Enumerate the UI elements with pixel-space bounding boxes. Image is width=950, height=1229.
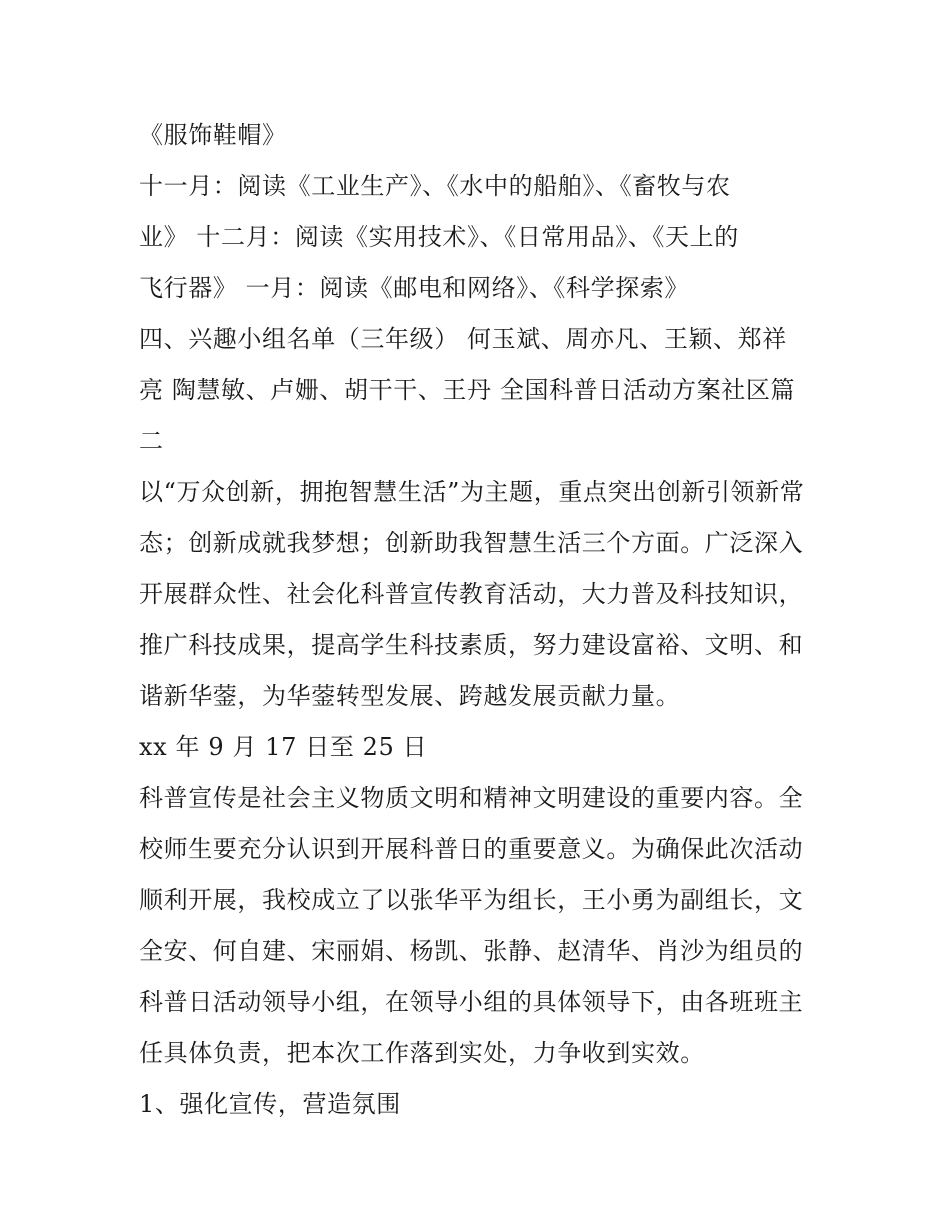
date-paragraph <box>139 722 819 773</box>
text-line: 四、兴趣小组名单（三年级） 何玉斌、周亦凡、王颖、郑祥 <box>139 325 787 353</box>
theme-paragraph <box>139 467 819 722</box>
section-heading <box>139 1079 819 1130</box>
text-line: 谐新华蓥，为华蓥转型发展、跨越发展贡献力量。 <box>139 682 681 710</box>
document-body <box>139 110 819 1130</box>
organization-paragraph <box>139 773 819 1079</box>
text-line: 科普日活动领导小组，在领导小组的具体领导下，由各班班主 <box>139 988 804 1016</box>
text-line: 二 <box>139 427 164 455</box>
text-line: 飞行器》 一月：阅读《邮电和网络》、《科学探索》 <box>139 274 690 302</box>
text-line: 业》 十二月：阅读《实用技术》、《日常用品》、《天上的 <box>139 223 739 251</box>
text-line: 全安、何自建、宋丽娟、杨凯、张静、赵清华、肖沙为组员的 <box>139 937 804 965</box>
text-line: 开展群众性、社会化科普宣传教育活动，大力普及科技知识， <box>139 580 804 608</box>
text-line: 以“万众创新，拥抱智慧生活”为主题，重点突出创新引领新常 <box>139 478 805 506</box>
text-line: 科普宣传是社会主义物质文明和精神文明建设的重要内容。全 <box>139 784 804 812</box>
text-line: 任具体负责，把本次工作落到实处，力争收到实效。 <box>139 1039 705 1067</box>
text-line: 态；创新成就我梦想；创新助我智慧生活三个方面。广泛深入 <box>139 529 804 557</box>
text-line: 推广科技成果，提高学生科技素质，努力建设富裕、文明、和 <box>139 631 804 659</box>
text-line: 校师生要充分认识到开展科普日的重要意义。为确保此次活动 <box>139 835 804 863</box>
text-line: 《服饰鞋帽》 <box>139 121 287 149</box>
text-line: 十一月：阅读《工业生产》、《水中的船舶》、《畜牧与农 <box>139 172 731 200</box>
text-line: 顺利开展，我校成立了以张华平为组长，王小勇为副组长，文 <box>139 886 804 914</box>
text-line: 1、强化宣传，营造氛围 <box>139 1090 401 1118</box>
text-line: 亮 陶慧敏、卢姗、胡干干、王丹 全国科普日活动方案社区篇 <box>139 376 796 404</box>
interest-group-paragraph <box>139 314 819 467</box>
text-line: xx 年 9 月 17 日至 25 日 <box>139 733 428 761</box>
reading-list-paragraph <box>139 110 819 314</box>
